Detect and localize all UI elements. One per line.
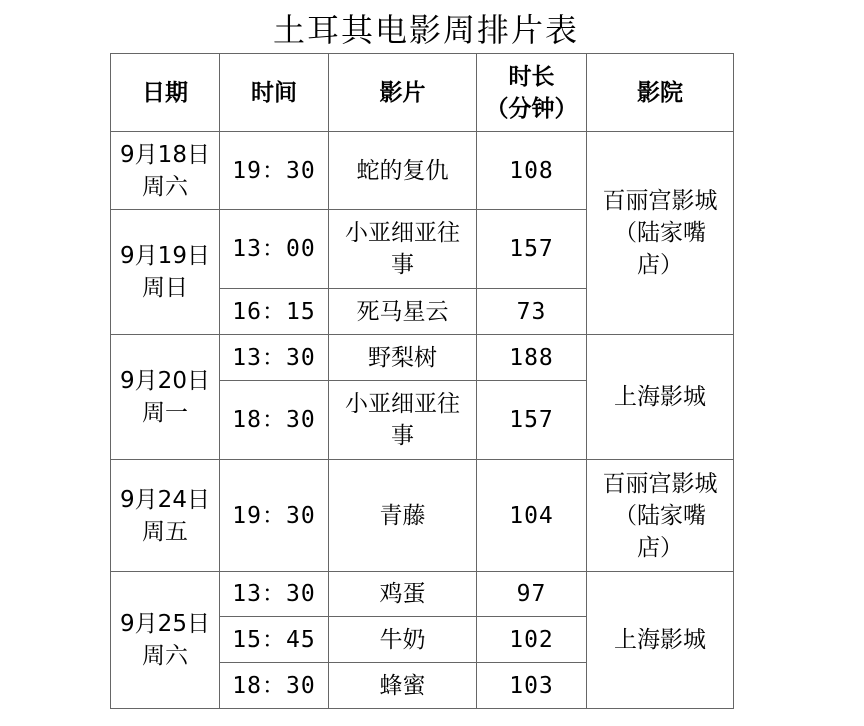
header-film: 影片 xyxy=(329,54,477,132)
date-cell xyxy=(111,572,220,709)
duration-cell: 157 xyxy=(477,381,587,460)
cinema-line2: （陆家嘴 xyxy=(614,220,706,246)
film-cell: 青藤 xyxy=(329,460,477,572)
header-duration xyxy=(477,54,587,132)
film-cell: 鸡蛋 xyxy=(329,572,477,617)
date-text: 9月25日 xyxy=(120,611,210,637)
weekday-text: 周日 xyxy=(142,275,188,301)
cinema-line3: 店） xyxy=(637,252,683,278)
duration-cell: 108 xyxy=(477,132,587,210)
film-text: 小亚细亚往事 xyxy=(345,220,460,278)
date-cell xyxy=(111,335,220,460)
film-cell xyxy=(329,210,477,289)
header-duration-line1: 时长 xyxy=(508,63,555,90)
cinema-line2: （陆家嘴 xyxy=(614,502,706,529)
table-row xyxy=(111,335,734,381)
cinema-line1: 百丽宫影城 xyxy=(602,470,718,497)
date-cell xyxy=(111,132,220,210)
film-cell: 蜂蜜 xyxy=(329,663,477,709)
cinema-cell xyxy=(587,572,734,709)
time-cell: 16：15 xyxy=(220,289,329,335)
header-cinema: 影院 xyxy=(587,54,734,132)
cinema-line1: 上海影城 xyxy=(614,384,706,410)
duration-cell: 97 xyxy=(477,572,587,617)
duration-cell: 103 xyxy=(477,663,587,709)
date-text: 9月20日 xyxy=(120,368,210,394)
date-cell xyxy=(111,210,220,335)
table-row xyxy=(111,572,734,617)
weekday-text: 周六 xyxy=(142,643,188,669)
film-cell: 野梨树 xyxy=(329,335,477,381)
time-cell: 19：30 xyxy=(220,460,329,572)
cinema-line1: 百丽宫影城 xyxy=(602,188,718,214)
time-cell: 13：30 xyxy=(220,335,329,381)
cinema-line1: 上海影城 xyxy=(614,627,706,653)
header-duration-line2: （分钟） xyxy=(485,95,578,122)
page-title: 土耳其电影周排片表 xyxy=(272,11,579,49)
cinema-cell xyxy=(587,460,734,572)
film-cell: 牛奶 xyxy=(329,617,477,663)
date-text: 9月18日 xyxy=(120,141,210,168)
cinema-line3: 店） xyxy=(637,534,683,561)
duration-cell: 104 xyxy=(477,460,587,572)
film-cell: 蛇的复仇 xyxy=(329,132,477,210)
cinema-cell xyxy=(587,335,734,460)
table-row xyxy=(111,132,734,210)
weekday-text: 周五 xyxy=(142,518,188,545)
date-text: 9月19日 xyxy=(120,243,210,269)
film-text: 小亚细亚往事 xyxy=(345,391,460,449)
duration-cell: 188 xyxy=(477,335,587,381)
table-row xyxy=(111,460,734,572)
time-cell: 13：30 xyxy=(220,572,329,617)
film-cell: 死马星云 xyxy=(329,289,477,335)
date-text: 9月24日 xyxy=(120,486,210,513)
cinema-cell xyxy=(587,132,734,335)
weekday-text: 周六 xyxy=(142,173,188,200)
time-cell: 18：30 xyxy=(220,663,329,709)
duration-cell: 102 xyxy=(477,617,587,663)
time-cell: 15：45 xyxy=(220,617,329,663)
time-cell: 19：30 xyxy=(220,132,329,210)
duration-cell: 157 xyxy=(477,210,587,289)
weekday-text: 周一 xyxy=(142,400,188,426)
header-row xyxy=(111,54,734,132)
time-cell: 13：00 xyxy=(220,210,329,289)
schedule-table xyxy=(110,53,734,709)
film-cell xyxy=(329,381,477,460)
date-cell xyxy=(111,460,220,572)
time-cell: 18：30 xyxy=(220,381,329,460)
header-time: 时间 xyxy=(220,54,329,132)
header-date: 日期 xyxy=(111,54,220,132)
duration-cell: 73 xyxy=(477,289,587,335)
